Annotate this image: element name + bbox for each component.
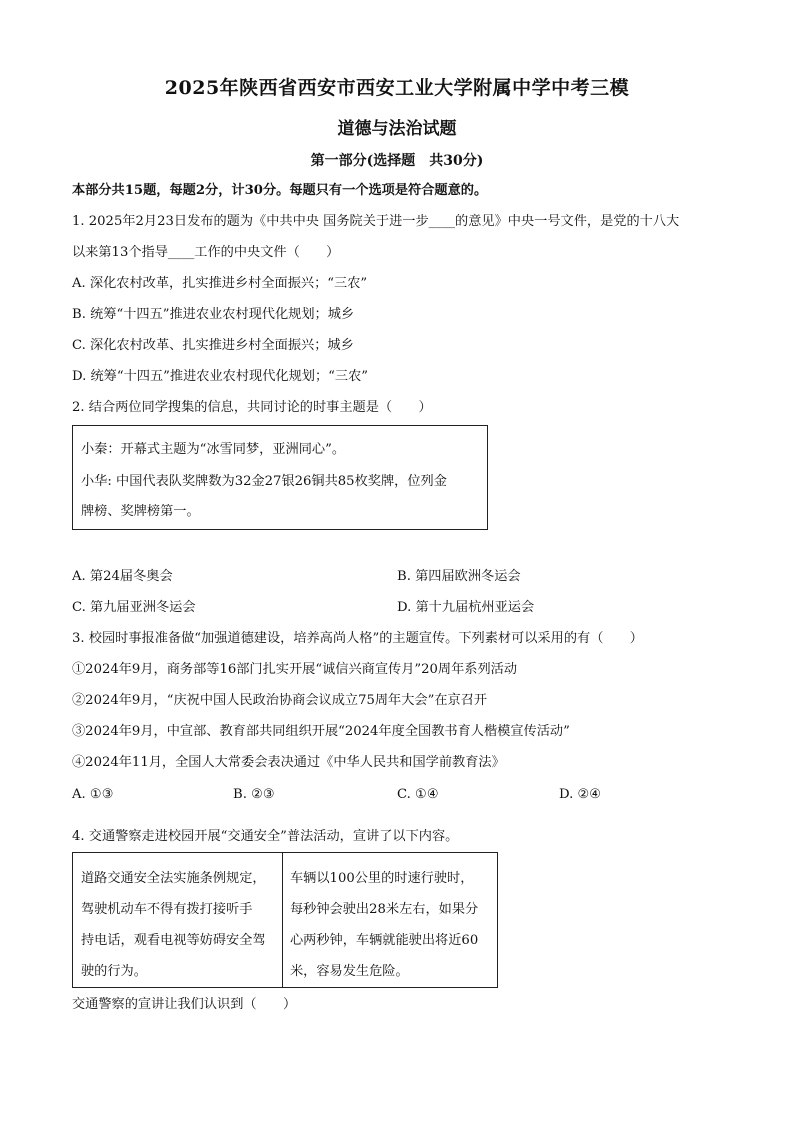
q4-left-line4: 驶的行为。 <box>81 964 147 979</box>
q1-option-b: B. 统筹“十四五”推进农业农村现代化规划；城乡 <box>72 307 355 322</box>
q3-item-4: ④2024年11月，全国人大常委会表决通过《中华人民共和国学前教育法》 <box>72 755 505 770</box>
q4-right-line2: 每秒钟会驶出28米左右，如果分 <box>290 902 479 917</box>
q2-option-c: C. 第九届亚洲冬运会 <box>72 600 196 615</box>
page-title: 2025年陕西省西安市西安工业大学附属中学中考三模 <box>164 77 630 99</box>
q2-info-box <box>72 425 488 530</box>
q2-box-line2: 小华: 中国代表队奖牌数为32金27银26铜共85枚奖牌，位列金 <box>81 474 447 489</box>
q2-box-line1: 小秦：开幕式主题为“冰雪同梦，亚洲同心”。 <box>81 442 346 457</box>
q1-option-d: D. 统筹“十四五”推进农业农村现代化规划；“三农” <box>72 369 369 384</box>
q3-option-d: D. ②④ <box>559 787 602 802</box>
q4-followup: 交通警察的宣讲让我们认识到（ ） <box>72 997 297 1012</box>
q4-table-divider <box>282 853 283 987</box>
q1-stem-line2: 以来第13个指导____工作的中央文件（ ） <box>72 245 340 260</box>
q3-item-1: ①2024年9月，商务部等16部门扎实开展“诚信兴商宣传月”20周年系列活动 <box>72 662 518 677</box>
q3-stem: 3. 校园时事报准备做“加强道德建设，培养高尚人格”的主题宣传。下列素材可以采用的有（ ） <box>72 631 643 646</box>
q4-stem: 4. 交通警察走进校园开展“交通安全”普法活动，宣讲了以下内容。 <box>72 829 459 844</box>
section-instruction: 本部分共15题，每题2分，计30分。每题只有一个选项是符合题意的。 <box>72 183 488 198</box>
q2-box-line3: 牌榜、奖牌榜第一。 <box>81 504 200 519</box>
page-subtitle: 道德与法治试题 <box>337 119 457 139</box>
q3-option-b: B. ②③ <box>233 787 275 802</box>
q3-option-c: C. ①④ <box>397 787 439 802</box>
section-heading: 第一部分(选择题 共30分) <box>310 153 484 169</box>
q4-right-line3: 心两秒钟，车辆就能驶出将近60 <box>290 933 479 948</box>
q2-option-b: B. 第四届欧洲冬运会 <box>397 569 521 584</box>
q2-stem: 2. 结合两位同学搜集的信息，共同讨论的时事主题是（ ） <box>72 400 432 415</box>
q1-option-c: C. 深化农村改革、扎实推进乡村全面振兴；城乡 <box>72 338 354 353</box>
q4-left-line1: 道路交通安全法实施条例规定， <box>81 871 266 886</box>
q2-option-d: D. 第十九届杭州亚运会 <box>397 600 535 615</box>
q4-right-line1: 车辆以100公里的时速行驶时， <box>290 871 474 886</box>
q3-item-3: ③2024年9月，中宣部、教育部共同组织开展“2024年度全国教书育人楷模宣传活动” <box>72 724 570 739</box>
q4-left-line3: 持电话，观看电视等妨碍安全驾 <box>81 933 266 948</box>
q1-option-a: A. 深化农村改革，扎实推进乡村全面振兴；“三农” <box>72 276 368 291</box>
q1-stem-line1: 1. 2025年2月23日发布的题为《中共中央 国务院关于进一步____的意见》中央一号文件，是党的十八大 <box>72 214 680 229</box>
q3-item-2: ②2024年9月，“庆祝中国人民政治协商会议成立75周年大会”在京召开 <box>72 693 488 708</box>
q4-right-line4: 米，容易发生危险。 <box>290 964 409 979</box>
q2-option-a: A. 第24届冬奥会 <box>72 569 173 584</box>
q4-info-table <box>72 852 498 988</box>
q4-left-line2: 驾驶机动车不得有拨打接听手 <box>81 902 253 917</box>
q3-option-a: A. ①③ <box>72 787 114 802</box>
